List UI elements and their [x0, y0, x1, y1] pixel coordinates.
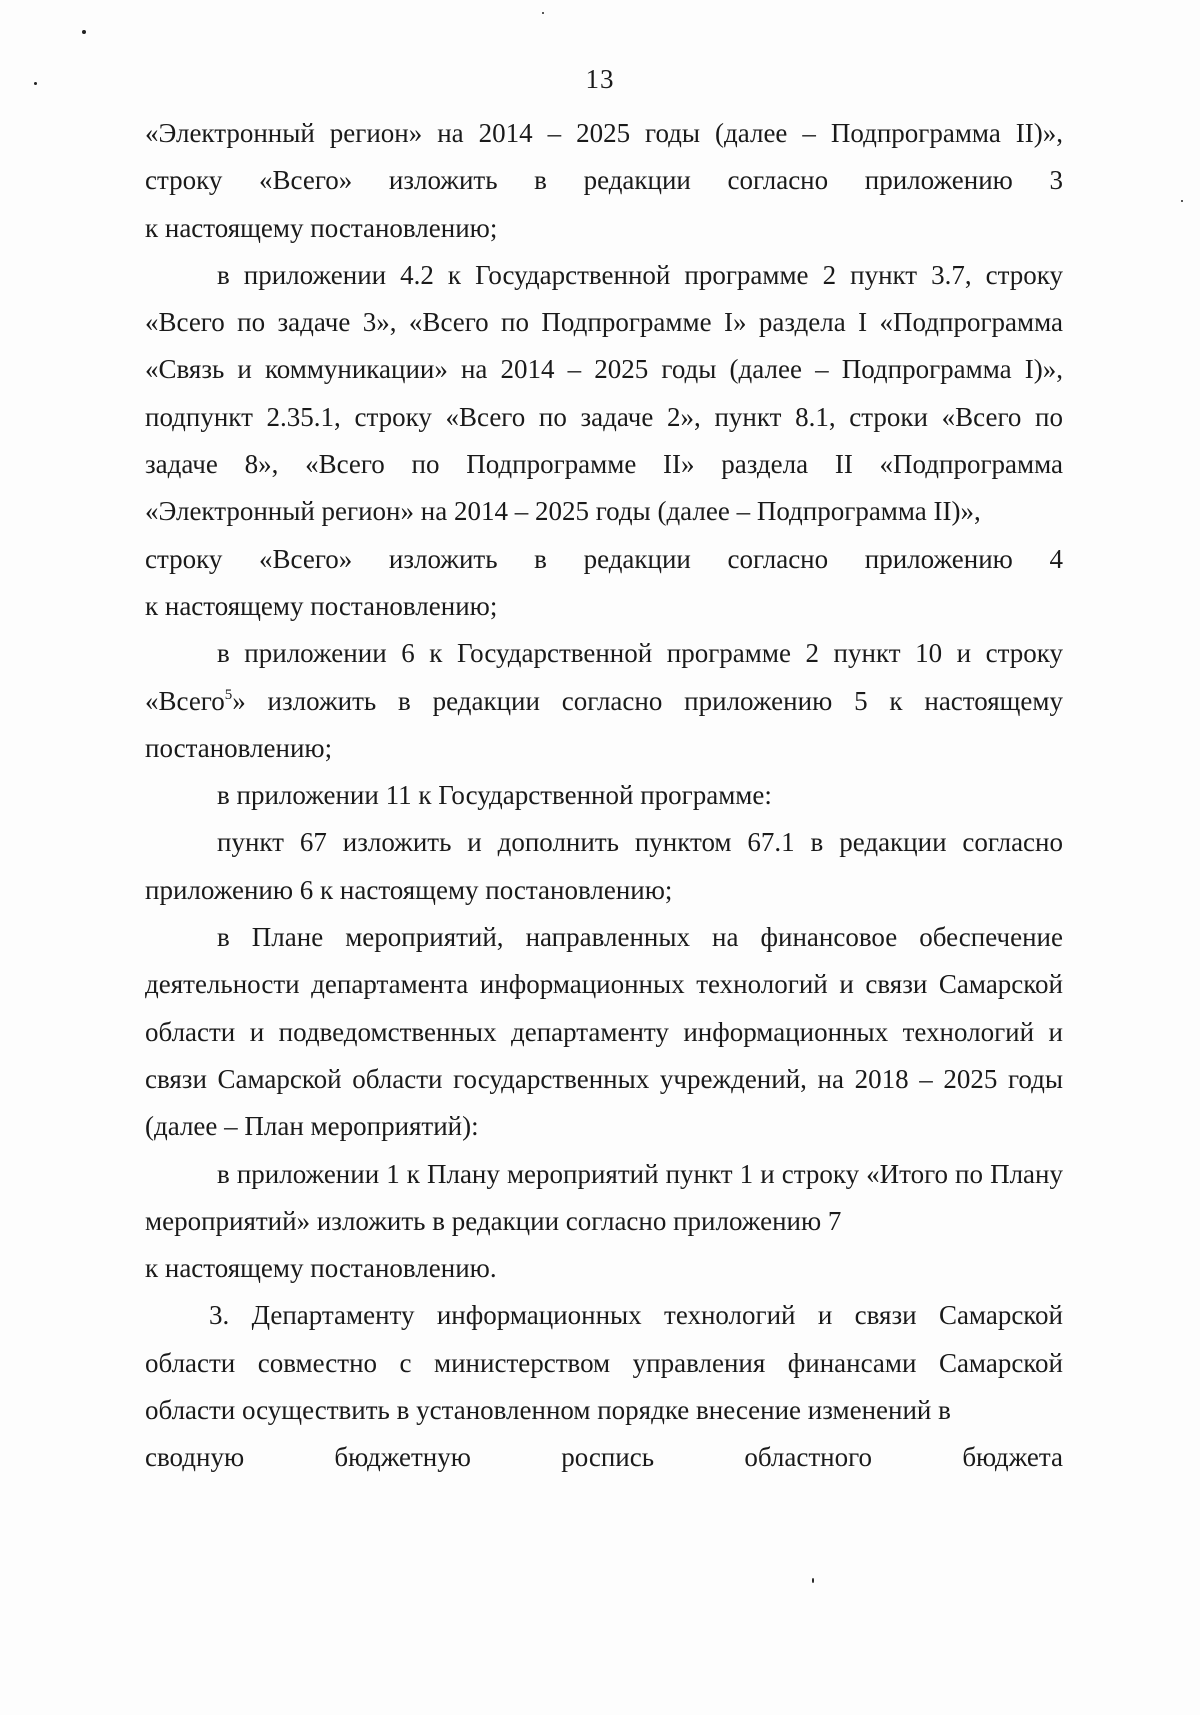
text-line: сводную бюджетную роспись областного бюджета	[145, 1442, 1063, 1473]
paragraph-continuation	[145, 110, 1063, 252]
paragraph-text: 3. Департаменту информационных технологий и связи Самарской области совместно с министерством управления финансами Самарской области осуществить в установленном порядке внесение изменений в	[145, 1300, 1063, 1426]
scan-speck	[1181, 200, 1183, 202]
scan-speck	[34, 82, 37, 85]
paragraph	[145, 819, 1063, 914]
paragraph	[145, 630, 1063, 772]
paragraph-text: в приложении 4.2 к Государственной программе 2 пункт 3.7, строку «Всего по задаче 3», «Всего по Подпрограмме I» раздела I «Подпрограмма «Связь и коммуникации» на 2014 – 2025 годы (далее – Подпрограмма I)», подпункт 2.35.1, строку «Всего по задаче 2», пункт 8.1, строки «Всего по задаче 8», «Всего по Подпрограмме II» раздела II «Подпрограмма «Электронный регион» на 2014 – 2025 годы (далее – Подпрограмма II)»,	[145, 259, 1063, 527]
paragraph-tail	[145, 1245, 1063, 1292]
text-line: строку «Всего» изложить в редакции согласно приложению 3	[145, 165, 1063, 196]
text-line: строку «Всего» изложить в редакции согласно приложению 4	[145, 543, 1063, 574]
text-line: «Электронный регион» на 2014 – 2025 годы (далее – Подпрограмма II)»,	[145, 118, 1063, 148]
document-body	[145, 110, 1063, 1482]
footnote-superscript: 5	[224, 686, 233, 703]
paragraph-tail	[145, 536, 1063, 631]
paragraph	[145, 1151, 1063, 1246]
text-line: к настоящему постановлению.	[145, 1253, 497, 1284]
scan-speck	[812, 1578, 814, 1583]
scan-speck	[82, 30, 86, 34]
scan-speck	[542, 12, 544, 14]
paragraph-text: в приложении 6 к Государственной программе 2 пункт 10 и строку «Всего	[145, 638, 1063, 716]
text-line: к настоящему постановлению;	[145, 212, 498, 243]
paragraph-numbered	[145, 1292, 1063, 1434]
paragraph-text: в Плане мероприятий, направленных на финансовое обеспечение деятельности департамента информационных технологий и связи Самарской области и подведомственных департаменту информационных технологий и связи Самарской области государственных учреждений, на 2018 – 2025 годы (далее – План мероприятий):	[145, 922, 1063, 1142]
paragraph	[145, 252, 1063, 536]
paragraph-text: пункт 67 изложить и дополнить пунктом 67.1 в редакции согласно приложению 6 к настоящему постановлению;	[145, 827, 1063, 905]
paragraph	[145, 914, 1063, 1150]
paragraph-tail	[145, 1434, 1063, 1481]
page-number: 13	[585, 64, 615, 94]
paragraph-text: » изложить в редакции согласно приложению 5 к настоящему постановлению;	[145, 685, 1063, 763]
text-line: к настоящему постановлению;	[145, 590, 498, 621]
paragraph-text: в приложении 1 к Плану мероприятий пункт 1 и строку «Итого по Плану мероприятий» изложить в редакции согласно приложению 7	[145, 1158, 1063, 1236]
paragraph	[145, 772, 1063, 819]
paragraph-text: в приложении 11 к Государственной программе:	[217, 780, 772, 811]
